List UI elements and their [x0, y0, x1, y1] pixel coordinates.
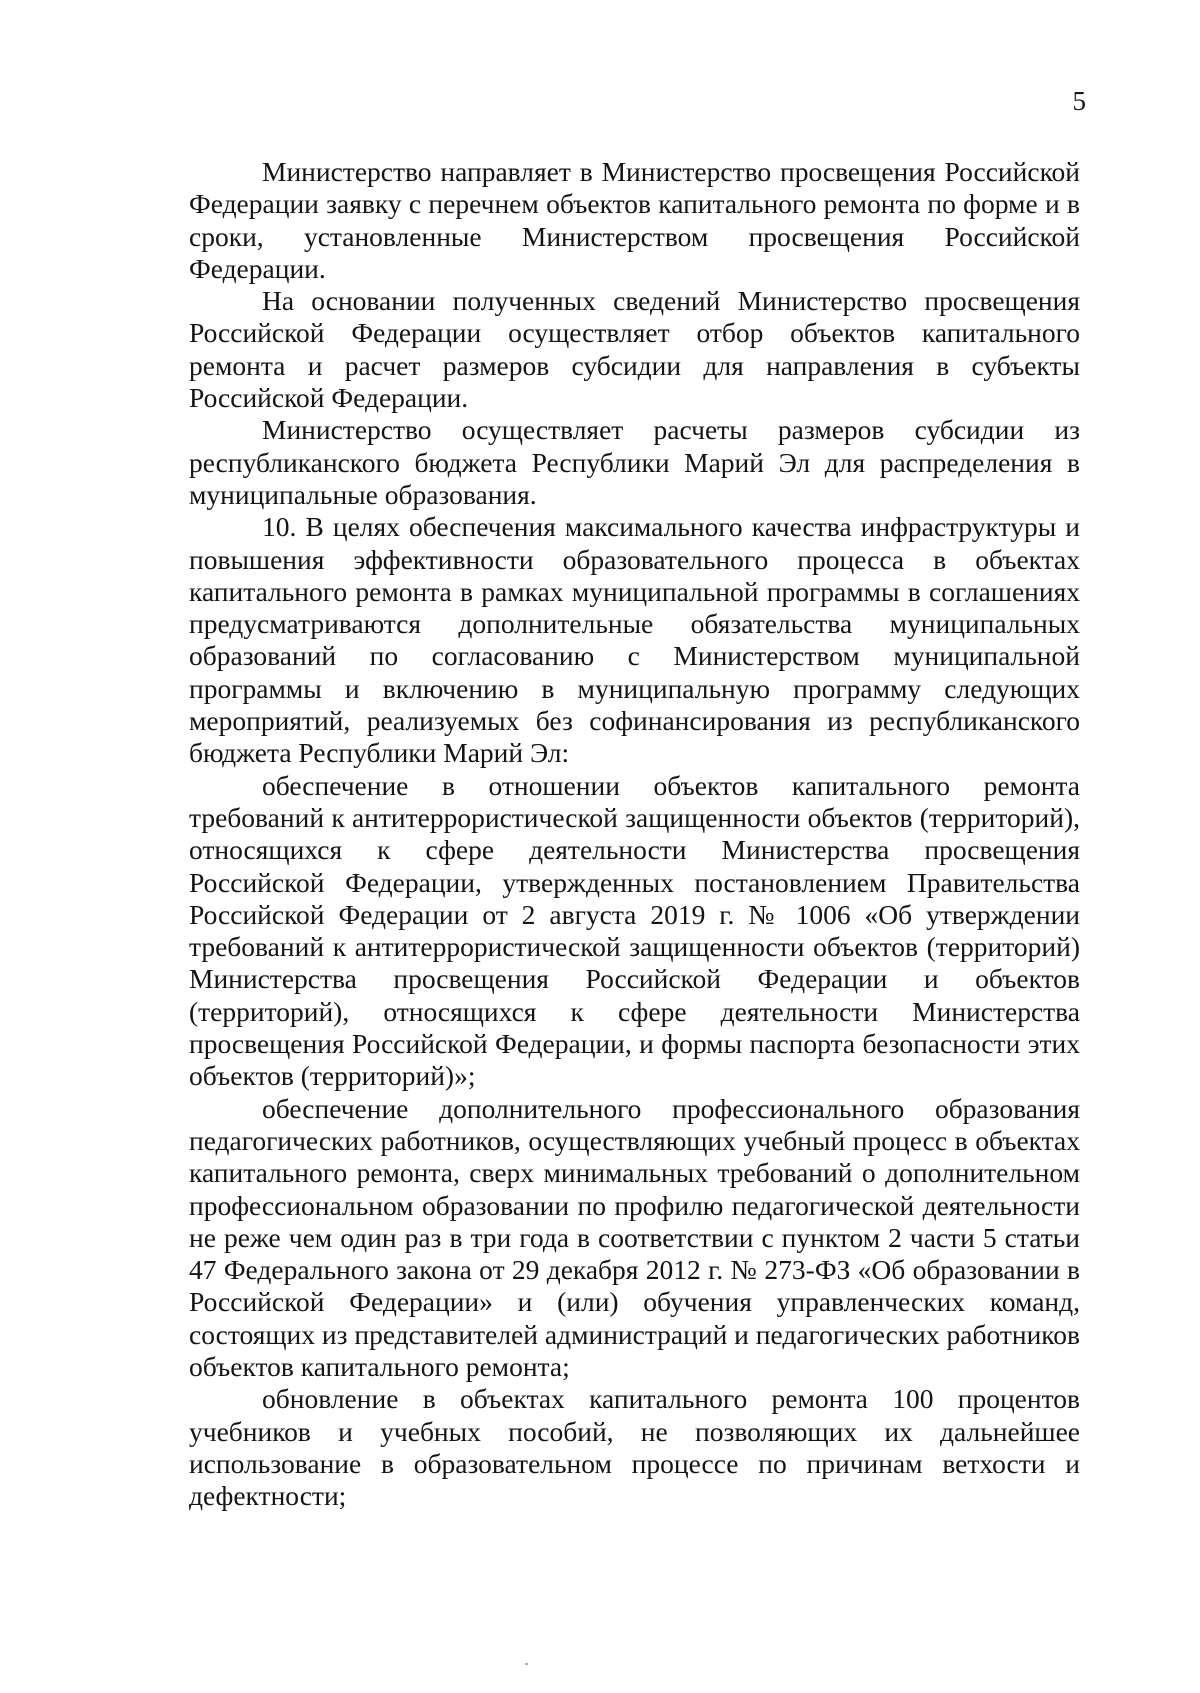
paragraph-professional-education: обеспечение дополнительного профессионального образования педагогических работников, осуществляющих учебный процесс в объектах капитального ремонта, сверх минимальных требований о дополнительном профессиональном образовании по профилю педагогической деятельности не реже чем один раз в три года в соответствии с пунктом 2 части 5 статьи 47 Федерального закона от 29 декабря 2012 г. № 273-ФЗ «Об образовании в Российской Федерации» и (или) обучения управленческих команд, состоящих из представителей администраций и педагогических работников объектов капитального ремонта;	[189, 1092, 1080, 1382]
paragraph-antiterror-requirements: обеспечение в отношении объектов капитального ремонта требований к антитеррористической защищенности объектов (территорий), относящихся к сфере деятельности Министерства просвещения Российской Федерации, утвержденных постановлением Правительства Российской Федерации от 2 августа 2019 г. № 1006 «Об утверждении требований к антитеррористической защищенности объектов (территорий) Министерства просвещения Российской Федерации и объектов (территорий), относящихся к сфере деятельности Министерства просвещения Российской Федерации, и формы паспорта безопасности этих объектов (территорий)»;	[189, 769, 1080, 1092]
paragraph-item-10: 10. В целях обеспечения максимального качества инфраструктуры и повышения эффективности образовательного процесса в объектах капитального ремонта в рамках муниципальной программы в соглашениях предусматриваются дополнительные обязательства муниципальных образований по согласованию с Министерством муниципальной программы и включению в муниципальную программу следующих мероприятий, реализуемых без софинансирования из республиканского бюджета Республики Марий Эл:	[189, 511, 1080, 769]
paragraph-textbooks-update: обновление в объектах капитального ремонта 100 процентов учебников и учебных пособий, не позволяющих их дальнейшее использование в образовательном процессе по причинам ветхости и дефектности;	[189, 1383, 1080, 1512]
document-body	[189, 156, 1080, 1512]
paragraph-selection-of-objects: На основании полученных сведений Министерство просвещения Российской Федерации осуществляет отбор объектов капитального ремонта и расчет размеров субсидии для направления в субъекты Российской Федерации.	[189, 285, 1080, 414]
page-number: 5	[1072, 86, 1086, 116]
scan-artifact	[525, 1663, 528, 1665]
paragraph-subsidy-calculation: Министерство осуществляет расчеты размеров субсидии из республиканского бюджета Республики Марий Эл для распределения в муниципальные образования.	[189, 414, 1080, 510]
paragraph-ministry-application: Министерство направляет в Министерство просвещения Российской Федерации заявку с перечнем объектов капитального ремонта по форме и в сроки, установленные Министерством просвещения Российской Федерации.	[189, 156, 1080, 284]
